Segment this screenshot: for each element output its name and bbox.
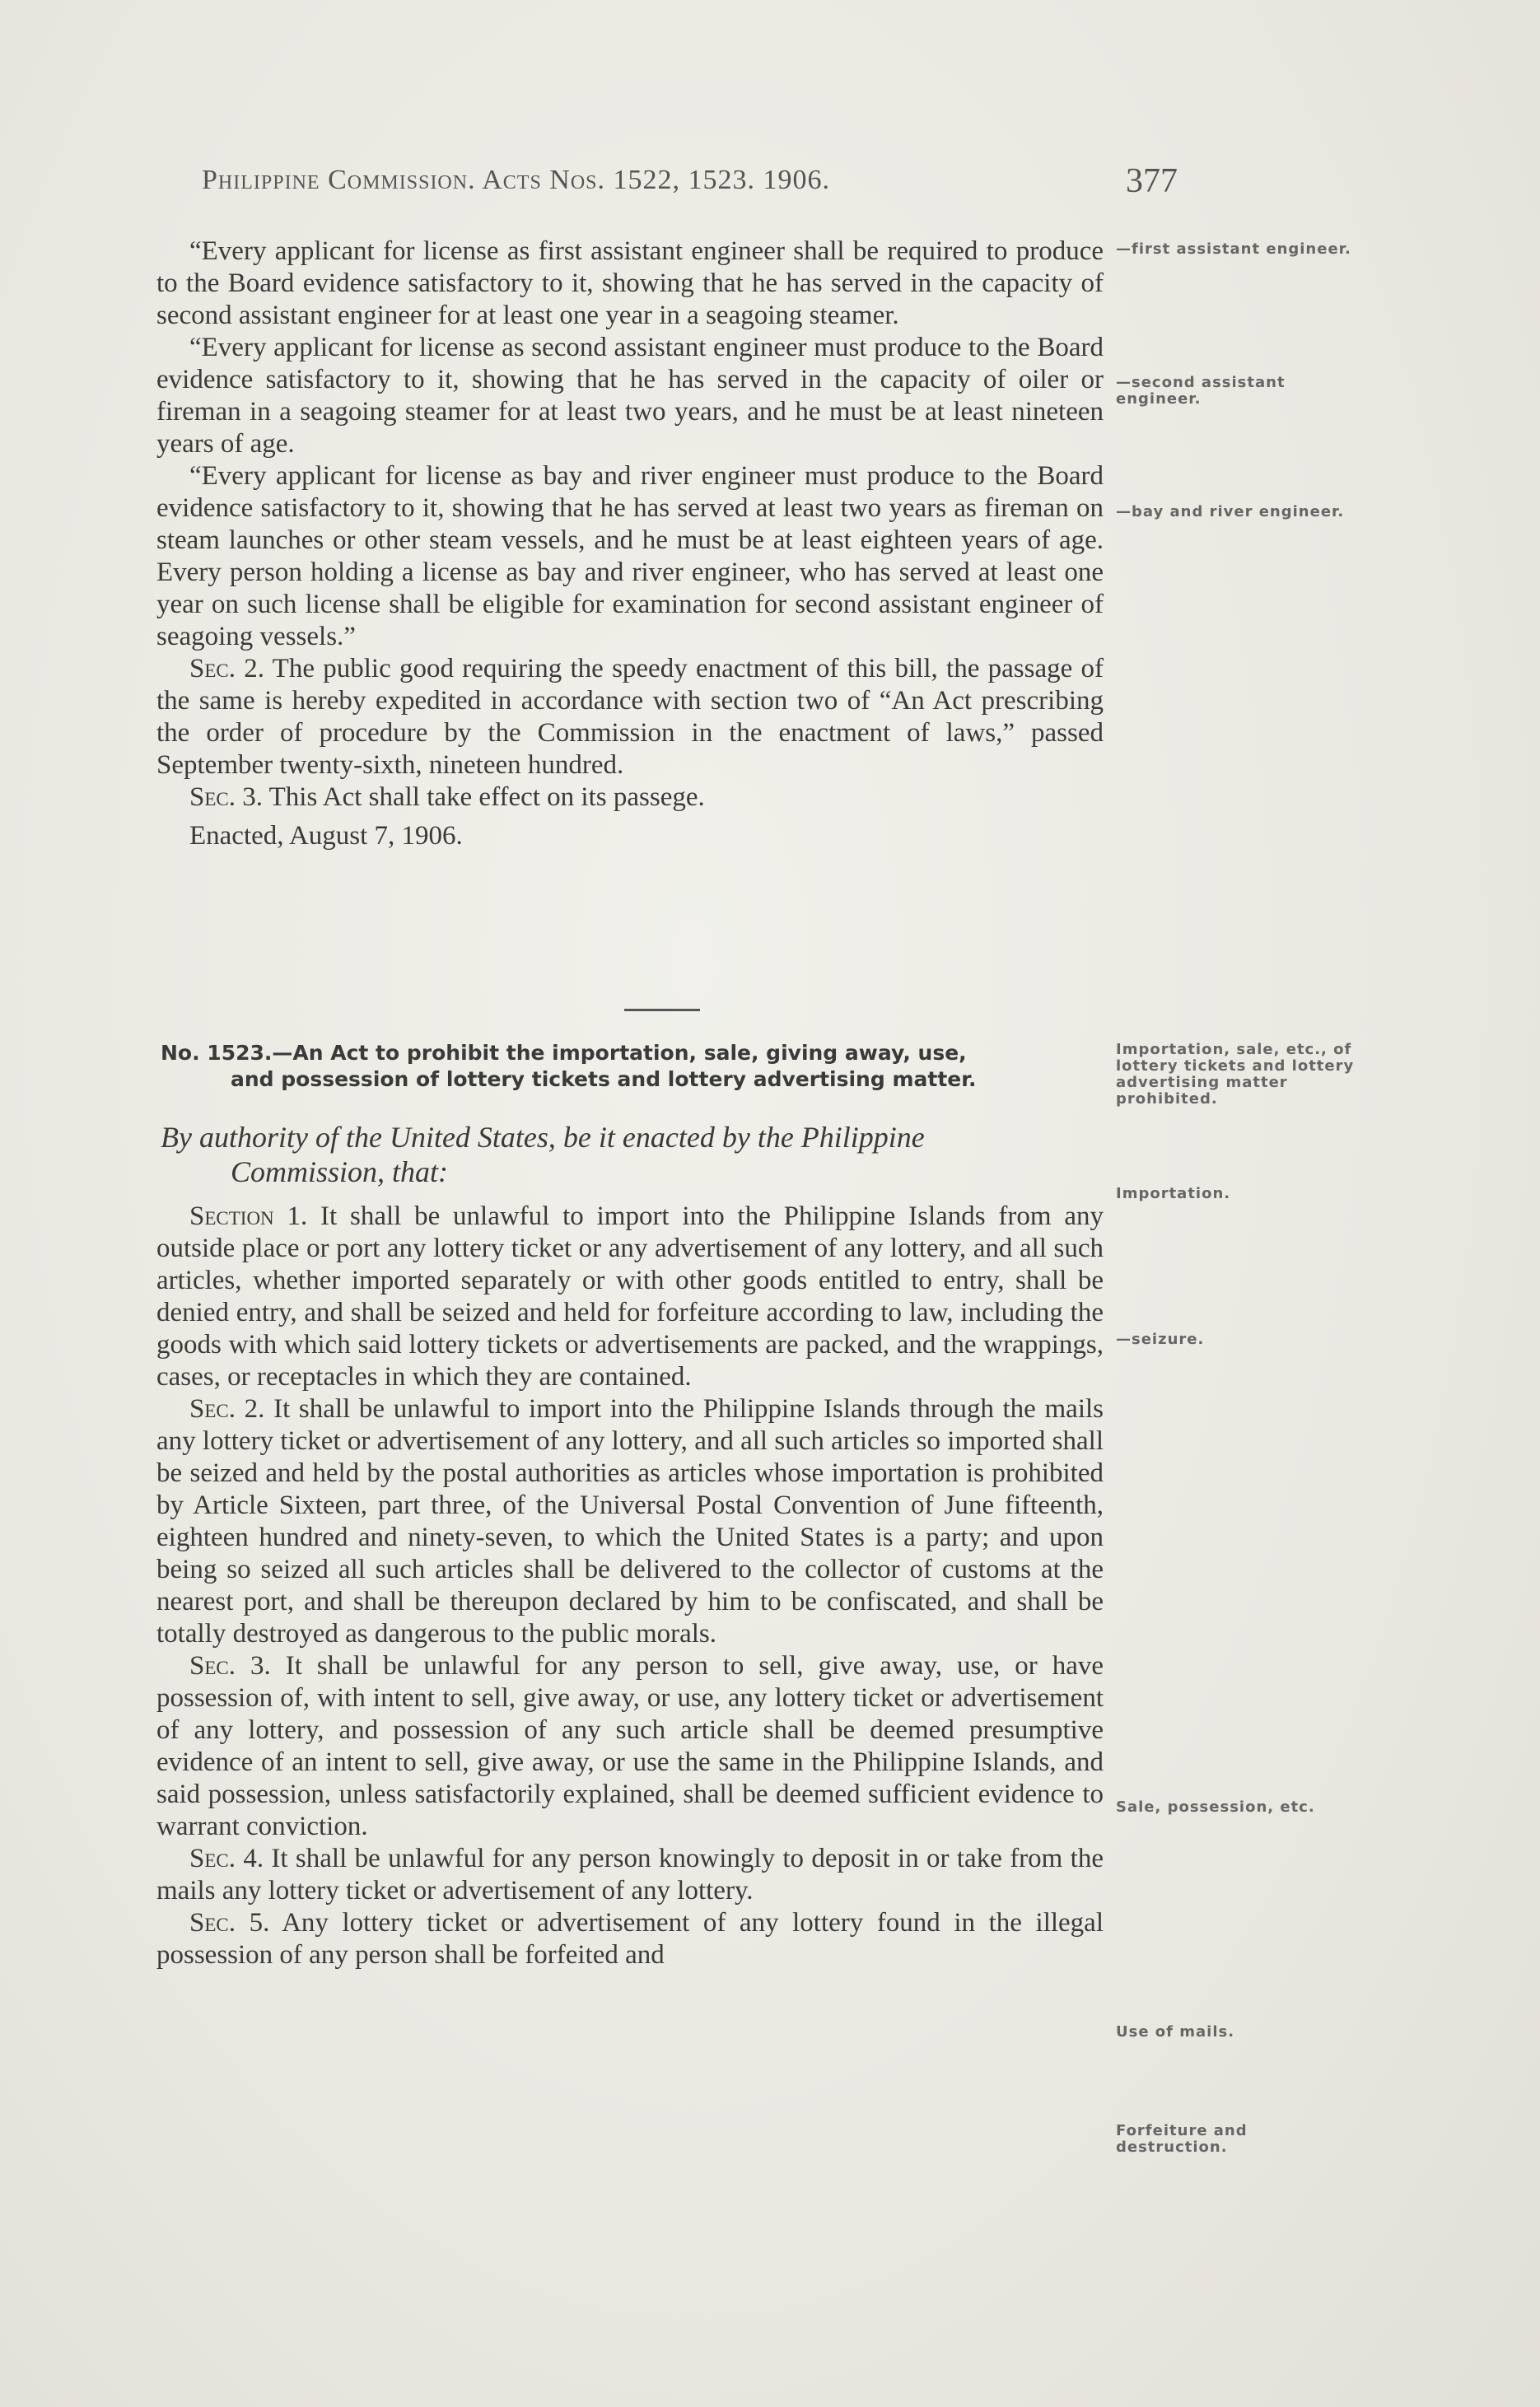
paragraph-first-assistant: “Every applicant for license as first assistant engineer shall be required to produce to the Board evidence satisfactory to it, showing that he has served in the capacity of second assistant engineer for at least one year in a seagoing steamer. [156,236,1104,330]
paragraph-second-assistant: “Every applicant for license as second assistant engineer must produce to the Board evidence satisfactory to it, showing that he has served in the capacity of oiler or fireman in a seagoing steamer for at least two years, and he must be at least nineteen years of age. [156,333,1104,459]
paragraph-sec-3: Sec. 3. This Act shall take effect on its passege. [189,782,705,812]
margin-note-forfeiture: Forfeiture and destruction. [1116,2122,1248,2156]
section-label: Sec. 3. [189,1651,271,1681]
margin-note-second-assistant: —second assistant engineer. [1116,374,1286,408]
paragraph-section-5: Sec. 5. Any lottery ticket or advertisement of any lottery found in the illegal possession of any person shall be forfeited and [156,1908,1104,1970]
margin-note-seizure: —seizure. [1116,1331,1205,1348]
running-title: Philippine Commission. Acts Nos. 1522, 1523. 1906. [202,165,831,195]
paragraph-section-1: Section 1. It shall be unlawful to import into the Philippine Islands from any outside place or port any lottery ticket or any advertisement of any lottery, and all such articles, whether imported separately or with other goods entitled to entry, shall be denied entry, and shall be seized and held for forfeiture according to law, including the goods with which said lottery tickets or advertisements are packed, and the wrappings, cases, or receptacles in which they are contained. [156,1201,1104,1392]
section-label: Sec. 5. [189,1908,270,1938]
paragraph-section-2: Sec. 2. It shall be unlawful to import into the Philippine Islands through the mails any lottery ticket or advertisement of any lottery, and all such articles so imported shall be seized and held by the postal authorities as articles whose importation is prohibited by Article Sixteen, part three, of the Universal Postal Convention of June fifteenth, eighteen hundred and ninety-seven, to which the United States is a party; and upon being so seized all such articles shall be delivered to the collector of customs at the nearest port, and shall be thereupon declared by him to be confiscated, and shall be totally destroyed as dangerous to the public morals. [156,1394,1104,1649]
paragraph-sec-2: Sec. 2. The public good requiring the speedy enactment of this bill, the passage of the same is hereby expedited in accordance with section two of “An Act prescribing the order of procedure by the Commission in the enactment of laws,” passed September twenty-sixth, nineteen hundred. [156,654,1104,780]
section-label: Sec. 2. [189,654,265,683]
margin-note-bay-river: —bay and river engineer. [1116,503,1345,520]
paragraph-section-4: Sec. 4. It shall be unlawful for any person knowingly to deposit in or take from the mails any lottery ticket or advertisement of any lottery. [156,1844,1104,1906]
section-label: Section 1. [189,1201,308,1231]
margin-note-first-assistant: —first assistant engineer. [1116,240,1351,258]
section-label: Sec. 3. [189,782,263,812]
section-label: Sec. 2. [189,1394,265,1424]
enacted-date: Enacted, August 7, 1906. [189,821,463,851]
margin-note-lottery-prohibited: Importation, sale, etc., of lottery tickets and lottery advertising matter prohibited. [1116,1041,1355,1108]
margin-note-use-of-mails: Use of mails. [1116,2023,1235,2041]
paragraph-bay-river: “Every applicant for license as bay and river engineer must produce to the Board evidence satisfactory to it, showing that he has served at least two years as fireman on steam launches or other steam vessels, and he must be at least eighteen years of age. Every person holding a license as bay and river engineer, who has served at least one year on such license shall be eligible for examination for second assistant engineer of seagoing vessels.” [156,461,1104,651]
section-label: Sec. 4. [189,1844,264,1873]
page-header [202,162,1178,200]
act-1523-heading: No. 1523.—An Act to prohibit the importation, sale, giving away, use, and possession of lottery tickets and lottery advertising matter. [161,1041,977,1091]
section-divider [624,1009,700,1011]
enacting-clause: By authority of the United States, be it enacted by the Philippine Commission, that: [161,1121,925,1188]
margin-note-sale-possession: Sale, possession, etc. [1116,1798,1315,1816]
page-number: 377 [1126,162,1178,200]
act-1522-continuation [156,236,1104,852]
paragraph-section-3: Sec. 3. It shall be unlawful for any person to sell, give away, use, or have possession of, with intent to sell, give away, or use, any lottery ticket or advertisement of any lottery, and possession of any such article shall be deemed presumptive evidence of an intent to sell, give away, or use the same in the Philippine Islands, and said possession, unless satisfactorily explained, shall be deemed sufficient evidence to warrant conviction. [156,1651,1104,1841]
act-1523-body [156,1201,1104,1971]
margin-note-importation: Importation. [1116,1185,1231,1202]
